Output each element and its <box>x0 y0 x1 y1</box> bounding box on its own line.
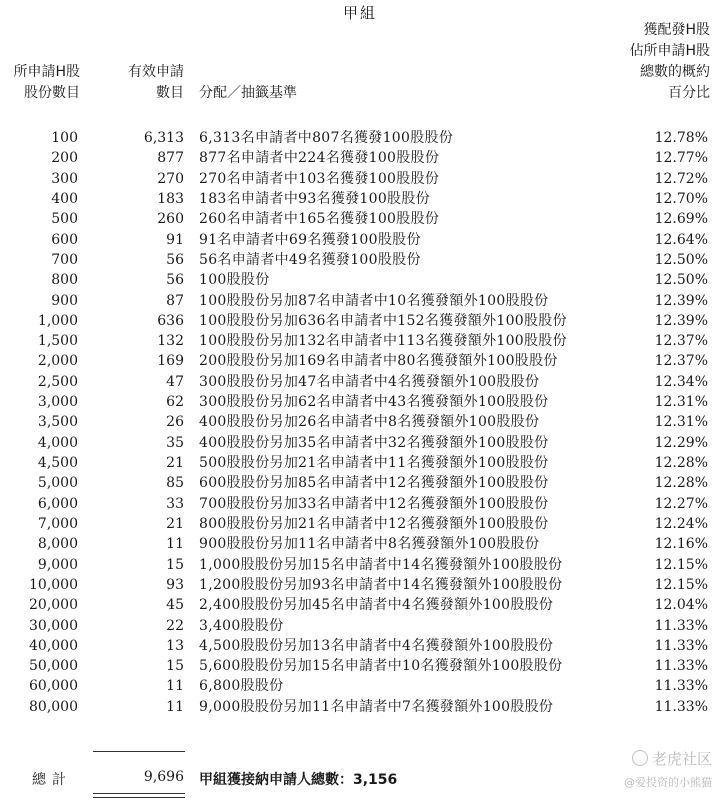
cell-allocation-basis: 183名申請者中93名獲發100股股份 <box>199 190 430 207</box>
header-shares-applied <box>0 62 80 104</box>
cell-shares-applied: 5,000 <box>37 475 78 492</box>
table-row <box>0 514 720 534</box>
total-rule-bottom <box>93 793 185 794</box>
cell-valid-applications: 260 <box>157 211 184 228</box>
table-row <box>0 189 720 209</box>
header-line: 總數的概約 <box>640 64 710 80</box>
watermark-handle: @爱投资的小熊猫 <box>624 776 712 789</box>
header-line: 有效申請 <box>128 64 184 80</box>
group-title: 甲組 <box>342 4 377 22</box>
cell-percentage: 12.04% <box>654 597 708 614</box>
cell-valid-applications: 87 <box>166 292 184 309</box>
cell-allocation-basis: 6,313名申請者中807名獲發100股股份 <box>199 130 454 146</box>
header-line: 獲配發H股 <box>643 22 710 38</box>
cell-shares-applied: 1,500 <box>37 333 78 350</box>
cell-shares-applied: 30,000 <box>29 617 78 634</box>
table-row <box>0 331 720 351</box>
cell-allocation-basis: 3,400股股份 <box>199 617 284 634</box>
cell-allocation-basis: 900股股份另加11名申請者中8名獲發額外100股股份 <box>199 536 540 553</box>
table-row <box>0 575 720 595</box>
total-description: 甲組獲接納申請人總數：3,156 <box>199 772 398 788</box>
table-row <box>0 473 720 493</box>
total-rule-top <box>93 751 185 752</box>
cell-percentage: 12.77% <box>654 150 708 167</box>
cell-percentage: 12.24% <box>654 515 708 532</box>
header-approx-percentage <box>590 20 710 104</box>
cell-allocation-basis: 260名申請者中165名獲發100股股份 <box>199 211 440 228</box>
cell-percentage: 12.28% <box>654 455 708 471</box>
cell-percentage: 11.33% <box>654 637 708 654</box>
cell-valid-applications: 21 <box>166 515 184 532</box>
cell-allocation-basis: 300股股份另加47名申請者中4名獲發額外100股股份 <box>199 373 540 390</box>
cell-valid-applications: 169 <box>157 353 184 370</box>
cell-percentage: 12.39% <box>654 312 708 329</box>
table-row <box>0 250 720 270</box>
cell-allocation-basis: 9,000股股份另加11名申請者中7名獲發額外100股股份 <box>199 698 554 715</box>
cell-percentage: 12.64% <box>654 231 708 248</box>
cell-shares-applied: 6,000 <box>37 495 78 512</box>
cell-shares-applied: 300 <box>51 170 78 187</box>
cell-percentage: 12.69% <box>654 211 708 228</box>
table-row <box>0 494 720 514</box>
table-row <box>0 169 720 189</box>
cell-allocation-basis: 91名申請者中69名獲發100股股份 <box>199 231 421 248</box>
table-row <box>0 270 720 290</box>
cell-shares-applied: 400 <box>51 190 78 207</box>
cell-shares-applied: 80,000 <box>29 698 78 715</box>
header-line: 數目 <box>156 85 184 101</box>
cell-percentage: 12.34% <box>654 373 708 390</box>
cell-valid-applications: 45 <box>166 597 184 614</box>
table-row <box>0 148 720 168</box>
total-rule-bottom-double <box>93 797 185 798</box>
cell-percentage: 12.37% <box>654 353 708 370</box>
cell-shares-applied: 2,000 <box>37 353 78 370</box>
cell-allocation-basis: 56名申請者中49名獲發100股股份 <box>199 251 421 268</box>
cell-percentage: 12.15% <box>654 556 708 573</box>
cell-shares-applied: 20,000 <box>29 597 78 614</box>
cell-valid-applications: 15 <box>166 658 184 675</box>
cell-shares-applied: 600 <box>51 231 78 248</box>
cell-shares-applied: 7,000 <box>37 515 78 532</box>
table-row <box>0 209 720 229</box>
header-line: 所申請H股 <box>13 64 80 80</box>
table-row <box>0 595 720 615</box>
table-row <box>0 697 720 717</box>
cell-shares-applied: 700 <box>51 251 78 268</box>
cell-shares-applied: 10,000 <box>29 576 78 593</box>
cell-allocation-basis: 4,500股股份另加13名申請者中4名獲發額外100股股份 <box>199 637 554 654</box>
cell-shares-applied: 3,000 <box>37 394 78 411</box>
cell-valid-applications: 13 <box>166 637 184 654</box>
cell-shares-applied: 500 <box>51 211 78 228</box>
table-row <box>0 128 720 148</box>
table-row <box>0 392 720 412</box>
tiger-logo-icon <box>632 750 648 766</box>
cell-valid-applications: 26 <box>166 414 184 431</box>
table-row <box>0 453 720 473</box>
cell-percentage: 12.78% <box>654 130 708 146</box>
cell-percentage: 12.39% <box>654 292 708 309</box>
cell-percentage: 12.29% <box>654 434 708 451</box>
cell-allocation-basis: 5,600股股份另加15名申請者中10名獲發額外100股股份 <box>199 658 563 675</box>
cell-valid-applications: 15 <box>166 556 184 573</box>
cell-shares-applied: 800 <box>51 272 78 289</box>
table-row <box>0 412 720 432</box>
table-row <box>0 433 720 453</box>
cell-allocation-basis: 100股股份另加132名申請者中113名獲發額外100股股份 <box>199 333 567 350</box>
cell-allocation-basis: 200股股份另加169名申請者中80名獲發額外100股股份 <box>199 353 558 370</box>
cell-percentage: 11.33% <box>654 658 708 675</box>
cell-valid-applications: 47 <box>166 373 184 390</box>
cell-shares-applied: 900 <box>51 292 78 309</box>
table-row <box>0 555 720 575</box>
cell-shares-applied: 1,000 <box>37 312 78 329</box>
cell-allocation-basis: 2,400股股份另加45名申請者中4名獲發額外100股股份 <box>199 597 554 614</box>
cell-shares-applied: 9,000 <box>37 556 78 573</box>
cell-allocation-basis: 100股股份另加636名申請者中152名獲發額外100股股份 <box>199 312 567 329</box>
cell-valid-applications: 183 <box>157 190 184 207</box>
cell-shares-applied: 60,000 <box>29 678 78 695</box>
cell-valid-applications: 56 <box>166 272 184 289</box>
cell-shares-applied: 40,000 <box>29 637 78 654</box>
cell-allocation-basis: 700股股份另加33名申請者中12名獲發額外100股股份 <box>199 495 549 512</box>
cell-percentage: 12.50% <box>654 272 708 289</box>
cell-allocation-basis: 500股股份另加21名申請者中11名獲發額外100股股份 <box>199 455 549 471</box>
cell-allocation-basis: 800股股份另加21名申請者中12名獲發額外100股股份 <box>199 515 549 532</box>
header-line: 佔所申請H股 <box>629 43 710 59</box>
cell-shares-applied: 3,500 <box>37 414 78 431</box>
cell-valid-applications: 85 <box>166 475 184 492</box>
cell-valid-applications: 132 <box>157 333 184 350</box>
cell-percentage: 12.28% <box>654 475 708 492</box>
table-row <box>0 534 720 554</box>
table-row <box>0 372 720 392</box>
cell-valid-applications: 91 <box>166 231 184 248</box>
cell-allocation-basis: 100股股份另加87名申請者中10名獲發額外100股股份 <box>199 292 549 309</box>
watermark-text: 老虎社区 <box>651 750 712 768</box>
cell-valid-applications: 11 <box>166 536 184 553</box>
header-line: 百分比 <box>668 85 710 101</box>
cell-allocation-basis: 400股股份另加35名申請者中32名獲發額外100股股份 <box>199 434 549 451</box>
cell-shares-applied: 4,500 <box>37 455 78 471</box>
table-row <box>0 616 720 636</box>
total-label: 總計 <box>32 772 72 788</box>
cell-allocation-basis: 300股股份另加62名申請者中43名獲發額外100股股份 <box>199 394 549 411</box>
table-row <box>0 636 720 656</box>
cell-percentage: 12.37% <box>654 333 708 350</box>
cell-allocation-basis: 877名申請者中224名獲發100股股份 <box>199 150 440 167</box>
cell-allocation-basis: 6,800股股份 <box>199 678 284 695</box>
cell-valid-applications: 62 <box>166 394 184 411</box>
cell-valid-applications: 877 <box>157 150 184 167</box>
watermark-logo <box>632 748 712 769</box>
header-valid-applications <box>100 62 184 104</box>
cell-percentage: 12.72% <box>654 170 708 187</box>
cell-percentage: 11.33% <box>654 678 708 695</box>
cell-valid-applications: 22 <box>166 617 184 634</box>
cell-valid-applications: 33 <box>166 495 184 512</box>
cell-percentage: 12.50% <box>654 251 708 268</box>
header-allocation-basis <box>199 83 297 104</box>
cell-valid-applications: 11 <box>166 698 184 715</box>
cell-allocation-basis: 100股股份 <box>199 272 270 289</box>
header-line: 分配／抽籤基準 <box>199 85 297 101</box>
cell-percentage: 11.33% <box>654 617 708 634</box>
total-value: 9,696 <box>143 769 184 785</box>
cell-percentage: 12.27% <box>654 495 708 512</box>
table-row <box>0 291 720 311</box>
cell-percentage: 12.15% <box>654 576 708 593</box>
allocation-table <box>0 128 720 717</box>
cell-allocation-basis: 1,200股股份另加93名申請者中14名獲發額外100股股份 <box>199 576 563 593</box>
cell-percentage: 12.31% <box>654 394 708 411</box>
cell-valid-applications: 35 <box>166 434 184 451</box>
cell-valid-applications: 93 <box>166 576 184 593</box>
cell-percentage: 12.16% <box>654 536 708 553</box>
cell-allocation-basis: 1,000股股份另加15名申請者中14名獲發額外100股股份 <box>199 556 563 573</box>
cell-valid-applications: 11 <box>166 678 184 695</box>
cell-shares-applied: 200 <box>51 150 78 167</box>
header-line: 股份數目 <box>24 85 80 101</box>
cell-valid-applications: 56 <box>166 251 184 268</box>
cell-shares-applied: 100 <box>51 130 78 146</box>
cell-shares-applied: 8,000 <box>37 536 78 553</box>
cell-percentage: 12.70% <box>654 190 708 207</box>
cell-allocation-basis: 600股股份另加85名申請者中12名獲發額外100股股份 <box>199 475 549 492</box>
cell-valid-applications: 21 <box>166 455 184 471</box>
table-row <box>0 230 720 250</box>
cell-shares-applied: 50,000 <box>29 658 78 675</box>
cell-allocation-basis: 400股股份另加26名申請者中8名獲發額外100股股份 <box>199 414 540 431</box>
cell-allocation-basis: 270名申請者中103名獲發100股股份 <box>199 170 440 187</box>
cell-shares-applied: 2,500 <box>37 373 78 390</box>
table-row <box>0 656 720 676</box>
table-row <box>0 351 720 371</box>
cell-valid-applications: 636 <box>157 312 184 329</box>
table-row <box>0 676 720 696</box>
cell-shares-applied: 4,000 <box>37 434 78 451</box>
cell-percentage: 11.33% <box>654 698 708 715</box>
cell-valid-applications: 270 <box>157 170 184 187</box>
cell-valid-applications: 6,313 <box>143 130 184 146</box>
table-row <box>0 311 720 331</box>
cell-percentage: 12.31% <box>654 414 708 431</box>
